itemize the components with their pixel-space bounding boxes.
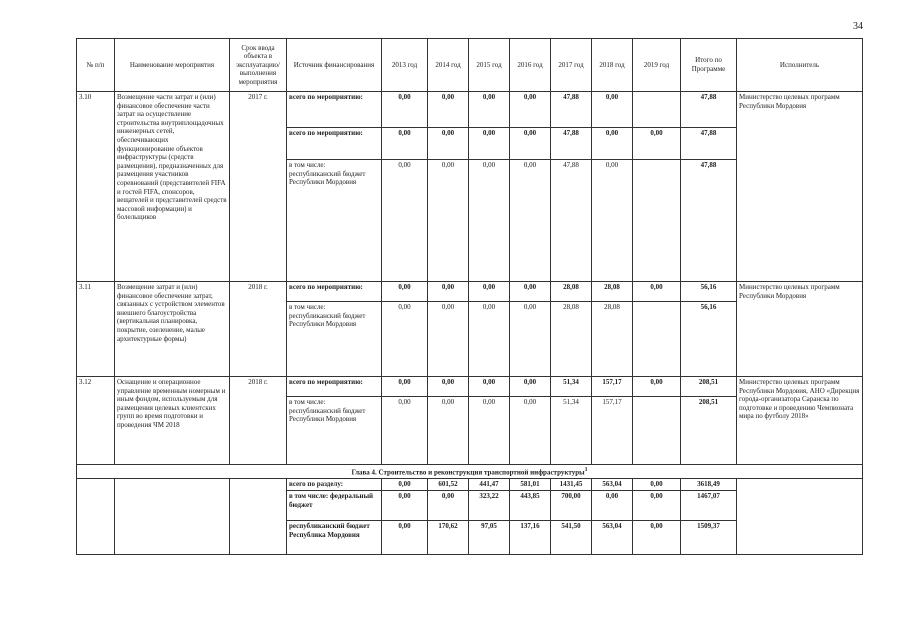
row-term [230, 478, 287, 554]
cell-value: 0,00 [382, 92, 428, 128]
cell-value: 0,00 [469, 128, 510, 160]
cell-value: 0,00 [469, 282, 510, 302]
cell-value: 601,52 [428, 478, 469, 490]
cell-value: 0,00 [469, 302, 510, 377]
cell-value: 0,00 [510, 377, 551, 397]
row-executor: Министерство целевых программ Республики Мордовия [737, 282, 863, 377]
cell-value [633, 160, 681, 282]
col-2019: 2019 год [633, 39, 681, 92]
col-2018: 2018 год [592, 39, 633, 92]
cell-value: 0,00 [510, 282, 551, 302]
cell-value: 0,00 [510, 128, 551, 160]
cell-value: 208,51 [681, 377, 737, 397]
cell-value: 1431,45 [551, 478, 592, 490]
row-executor [737, 478, 863, 554]
col-2017: 2017 год [551, 39, 592, 92]
row-term: 2017 г. [230, 92, 287, 282]
table-row [77, 282, 863, 302]
chapter-title: Глава 4. Строительство и реконструкция транспортной инфраструктуры [351, 468, 585, 477]
cell-value: 56,16 [681, 302, 737, 377]
col-total: Итого по Программе [681, 39, 737, 92]
cell-value: 0,00 [510, 160, 551, 282]
col-2016: 2016 год [510, 39, 551, 92]
row-source: в том числе: федеральный бюджет [287, 490, 382, 520]
cell-value: 0,00 [510, 397, 551, 465]
cell-value: 51,34 [551, 377, 592, 397]
cell-value: 0,00 [592, 160, 633, 282]
cell-value: 443,85 [510, 490, 551, 520]
row-term: 2018 г. [230, 282, 287, 377]
row-num: 3.10 [77, 92, 115, 282]
cell-value: 0,00 [592, 128, 633, 160]
col-name: Наименование мероприятия [115, 39, 230, 92]
cell-value: 28,08 [592, 302, 633, 377]
cell-value: 0,00 [428, 490, 469, 520]
cell-value: 137,16 [510, 520, 551, 554]
cell-value: 47,88 [681, 128, 737, 160]
chapter-header [77, 465, 863, 479]
cell-value: 0,00 [382, 520, 428, 554]
cell-value: 0,00 [592, 490, 633, 520]
cell-value: 0,00 [382, 397, 428, 465]
row-name: Оснащение и операционное управление временным номерным и иным фондом, используемым для размещения целевых клиентских групп во время подготовки и проведения ЧМ 2018 [115, 377, 230, 465]
cell-value: 563,04 [592, 478, 633, 490]
cell-value: 47,88 [681, 160, 737, 282]
col-2013: 2013 год [382, 39, 428, 92]
cell-value: 28,08 [592, 282, 633, 302]
cell-value: 700,00 [551, 490, 592, 520]
cell-value: 0,00 [592, 92, 633, 128]
cell-value: 0,00 [633, 282, 681, 302]
row-source: республиканский бюджет Республика Мордовия [287, 520, 382, 554]
cell-value: 97,05 [469, 520, 510, 554]
cell-value: 0,00 [469, 92, 510, 128]
row-source: всего по мероприятию: [287, 128, 382, 160]
row-num: 3.12 [77, 377, 115, 465]
cell-value: 0,00 [382, 282, 428, 302]
col-2015: 2015 год [469, 39, 510, 92]
cell-value: 563,04 [592, 520, 633, 554]
cell-value: 51,34 [551, 397, 592, 465]
row-executor: Министерство целевых программ Республики Мордовия, АНО «Дирекция города-организатора Саранска по подготовке и проведению Чемпионата мира по футболу 2018» [737, 377, 863, 465]
cell-value: 0,00 [428, 92, 469, 128]
col-2014: 2014 год [428, 39, 469, 92]
cell-value: 0,00 [382, 160, 428, 282]
cell-value: 0,00 [382, 128, 428, 160]
cell-value: 541,50 [551, 520, 592, 554]
cell-value [633, 302, 681, 377]
cell-value: 0,00 [633, 128, 681, 160]
cell-value: 441,47 [469, 478, 510, 490]
cell-value: 47,88 [551, 160, 592, 282]
col-executor: Исполнитель [737, 39, 863, 92]
cell-value: 0,00 [428, 128, 469, 160]
cell-value: 0,00 [382, 478, 428, 490]
cell-value: 0,00 [428, 282, 469, 302]
cell-value: 0,00 [633, 520, 681, 554]
page-number: 34 [853, 21, 863, 32]
footnote-mark: 1 [584, 467, 588, 473]
col-term: Срок ввода объекта в эксплуатацию/ выполнения мероприятия [230, 39, 287, 92]
cell-value: 0,00 [382, 377, 428, 397]
cell-value: 3618,49 [681, 478, 737, 490]
cell-value: 0,00 [428, 397, 469, 465]
cell-value: 0,00 [428, 377, 469, 397]
program-table [76, 38, 863, 555]
cell-value: 0,00 [633, 478, 681, 490]
row-source: всего по мероприятию: [287, 92, 382, 128]
cell-value: 0,00 [633, 490, 681, 520]
row-term: 2018 г. [230, 377, 287, 465]
col-source: Источник финансирования [287, 39, 382, 92]
cell-value [633, 397, 681, 465]
cell-value: 208,51 [681, 397, 737, 465]
cell-value: 0,00 [382, 490, 428, 520]
cell-value: 157,17 [592, 377, 633, 397]
cell-value: 323,22 [469, 490, 510, 520]
row-num [77, 478, 115, 554]
cell-value: 0,00 [510, 92, 551, 128]
row-source: в том числе: республиканский бюджет Республики Мордовия [287, 302, 382, 377]
cell-value: 170,62 [428, 520, 469, 554]
cell-value: 47,88 [551, 128, 592, 160]
row-name: Возмещение части затрат и (или) финансовое обеспечение части затрат на осуществление строительства внутриплощадочных инженерных сетей, обеспечивающих функционирование объектов инфраструктуры (средств размещения), предназначенных для размещения участников соревнований (представителей FIFA и гостей FIFA, спонсоров, вещателей и представителей средств массовой информации) и болельщиков [115, 92, 230, 282]
row-executor: Министерство целевых программ Республики Мордовия [737, 92, 863, 282]
cell-value: 56,16 [681, 282, 737, 302]
cell-value: 47,88 [681, 92, 737, 128]
cell-value [633, 92, 681, 128]
row-source: всего по мероприятию: [287, 377, 382, 397]
cell-value: 0,00 [469, 397, 510, 465]
cell-value: 28,08 [551, 302, 592, 377]
cell-value: 47,88 [551, 92, 592, 128]
row-name [115, 478, 230, 554]
cell-value: 0,00 [469, 377, 510, 397]
cell-value: 581,01 [510, 478, 551, 490]
cell-value: 0,00 [633, 377, 681, 397]
table-row [77, 377, 863, 397]
col-num: № п/п [77, 39, 115, 92]
cell-value: 0,00 [469, 160, 510, 282]
row-source: в том числе: республиканский бюджет Республики Мордовия [287, 397, 382, 465]
cell-value: 28,08 [551, 282, 592, 302]
row-name: Возмещение затрат и (или) финансовое обеспечение затрат, связанных с устройством элементов внешнего благоустройства (вертикальная планировка, покрытие, озеленение, малые архитектурные формы) [115, 282, 230, 377]
table-row [77, 92, 863, 128]
cell-value: 1467,07 [681, 490, 737, 520]
cell-value: 0,00 [382, 302, 428, 377]
cell-value: 0,00 [510, 302, 551, 377]
cell-value: 0,00 [428, 302, 469, 377]
cell-value: 157,17 [592, 397, 633, 465]
cell-value: 0,00 [428, 160, 469, 282]
row-source: всего по разделу: [287, 478, 382, 490]
table-header [77, 39, 863, 92]
table-row [77, 478, 863, 490]
row-num: 3.11 [77, 282, 115, 377]
cell-value: 1509,37 [681, 520, 737, 554]
row-source: всего по мероприятию: [287, 282, 382, 302]
row-source: в том числе: республиканский бюджет Республики Мордовия [287, 160, 382, 282]
